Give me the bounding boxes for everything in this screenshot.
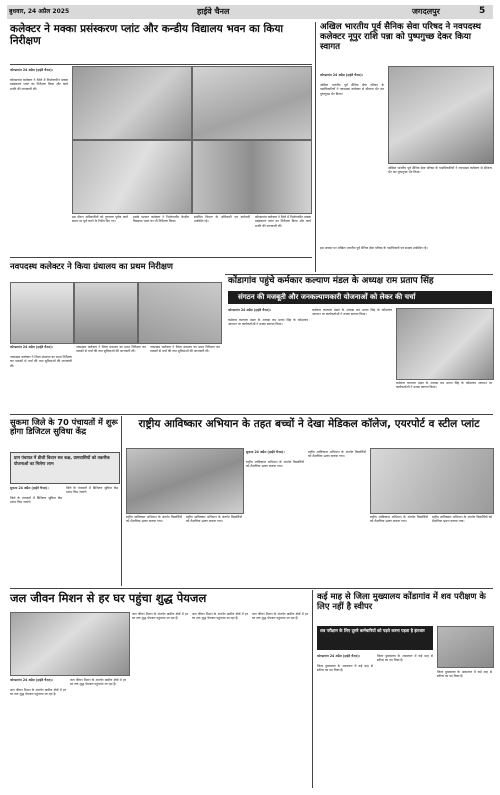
library-photo-1 xyxy=(10,282,74,344)
kondagaon-subhead: संगठन की मजबूती और जनकल्याणकारी योजनाओं को लेकर की चर्चा xyxy=(238,293,416,301)
water-body-2: जल जीवन मिशन के अंतर्गत ग्रामीण क्षेत्रों में हर घर तक शुद्ध पेयजल पहुंचाया जा रहा है। xyxy=(70,678,126,687)
masthead xyxy=(7,5,493,19)
medical-body-3: राष्ट्रीय आविष्कार अभियान के अंतर्गत विद्यार्थियों को शैक्षणिक भ्रमण कराया गया। xyxy=(370,515,428,524)
city-name: जगदलपुर xyxy=(412,7,440,16)
medical-dateline: सुकमा 24 अप्रैल (हाईवे चैनल)। xyxy=(246,450,285,454)
sweeper-body: जिला मुख्यालय के अस्पताल में कई माह से स्वीपर का पद रिक्त है। xyxy=(317,664,373,673)
water-headline: जल जीवन मिशन से हर घर पहुंचा शुद्ध पेयजल xyxy=(10,591,207,605)
medical-body: राष्ट्रीय आविष्कार अभियान के अंतर्गत विद्यार्थियों को शैक्षणिक भ्रमण कराया गया। xyxy=(246,460,304,469)
sweeper-photo xyxy=(437,626,494,668)
collector-photo-2 xyxy=(192,66,312,140)
medical-body-b: राष्ट्रीय आविष्कार अभियान के अंतर्गत विद्यार्थियों को शैक्षणिक भ्रमण कराया गया। xyxy=(186,515,242,524)
sweeper-headline: कई माह से जिला मुख्यालय कोंडागांव में शव परीक्षण के लिए नहीं है स्वीपर xyxy=(317,591,486,611)
library-body-2: नवपदस्थ कलेक्टर ने जिला ग्रंथालय का प्रथम निरीक्षण कर पाठकों से चर्चा की तथा सुविधाओं की जानकारी ली। xyxy=(76,345,146,354)
water-photo xyxy=(10,612,130,676)
water-dateline: कोण्डागांव 24 अप्रैल (हाईवे चैनल)। xyxy=(10,678,53,682)
sukma-box-text: ग्राम पंचायत में डीजी विधान सत्र कक्ष, ग्रामवासियों को तकनीक योजनाओं का मिलेगा लाभ xyxy=(14,455,110,466)
library-dateline: कोण्डागांव 24 अप्रैल (हाईवे चैनल)। xyxy=(10,345,53,349)
collector-visit-dateline: कोण्डागांव 24 अप्रैल (हाईवे चैनल)। xyxy=(10,68,53,72)
divider xyxy=(10,414,493,415)
sweeper-body-2: जिला मुख्यालय के अस्पताल में कई माह से स्वीपर का पद रिक्त है। xyxy=(377,654,433,663)
medical-photo xyxy=(126,448,244,514)
kondagaon-subhead-bar xyxy=(228,291,492,304)
medical-body-4: राष्ट्रीय आविष्कार अभियान के अंतर्गत विद्यार्थियों को शैक्षणिक भ्रमण कराया गया। xyxy=(432,515,492,524)
library-photo-3 xyxy=(138,282,222,344)
collector-photo-1 xyxy=(72,66,192,140)
library-photo-2 xyxy=(74,282,138,344)
kondagaon-headline: कोंडागांव पहुंचे कर्मकार कल्याण मंडल के अध्यक्ष राम प्रताप सिंह xyxy=(228,276,434,286)
column-divider xyxy=(121,416,122,586)
collector-visit-headline: कलेक्टर ने मक्का प्रसंस्करण प्लांट और कन्डीय विद्यालय भवन का किया निरीक्षण xyxy=(10,23,284,48)
sweeper-box-text: शव परीक्षण के लिए दूसरे कर्मचारियों को पड़ते करना पड़ता है इंतजार xyxy=(320,628,425,633)
sukma-body-2: जिले के पंचायतों में डिजिटल सुविधा केंद्र प्रारंभ किए जाएंगे। xyxy=(66,486,118,495)
page-name: हाईवे चैनल xyxy=(197,7,230,16)
kondagaon-photo xyxy=(396,308,494,380)
kondagaon-body-2: कर्मकार कल्याण मंडल के अध्यक्ष राम प्रताप सिंह के कोंडागांव आगमन पर कार्यकर्ताओं ने उनका स्वागत किया। xyxy=(312,308,392,317)
issue-date: बुधवार, 24 अप्रैल 2025 xyxy=(9,8,70,15)
collector-visit-col4: संबंधित विभाग के अधिकारी एवं कर्मचारी उपस्थित रहे। xyxy=(194,215,250,224)
ex-servicemen-photo xyxy=(388,66,494,164)
collector-visit-col1: कोण्डागांव कलेक्टर ने जिले में निर्माणाधीन मक्का प्रसंस्करण प्लांट का निरीक्षण किया और कार्य प्रगति की जानकारी ली। xyxy=(10,78,68,91)
water-body-5: जल जीवन मिशन के अंतर्गत ग्रामीण क्षेत्रों में हर घर तक शुद्ध पेयजल पहुंचाया जा रहा है। xyxy=(252,612,308,621)
ex-servicemen-dateline: कोण्डागांव 24 अप्रैल (हाईवे चैनल)। xyxy=(320,73,363,77)
sweeper-box xyxy=(317,626,433,650)
sweeper-body-3: जिला मुख्यालय के अस्पताल में कई माह से स्वीपर का पद रिक्त है। xyxy=(437,670,492,679)
sukma-box xyxy=(10,452,120,484)
medical-body-a: राष्ट्रीय आविष्कार अभियान के अंतर्गत विद्यार्थियों को शैक्षणिक भ्रमण कराया गया। xyxy=(126,515,182,524)
divider xyxy=(225,274,493,275)
water-body: जल जीवन मिशन के अंतर्गत ग्रामीण क्षेत्रों में हर घर तक शुद्ध पेयजल पहुंचाया जा रहा है। xyxy=(10,688,66,697)
collector-photo-4 xyxy=(192,140,312,214)
kondagaon-body-3: कर्मकार कल्याण मंडल के अध्यक्ष राम प्रताप सिंह के कोंडागांव आगमन पर कार्यकर्ताओं ने उनका स्वागत किया। xyxy=(396,381,492,390)
sukma-headline: सुकमा जिले के 70 पंचायतों में शुरू होगा डिजिटल सुविधा केंद्र xyxy=(10,417,118,437)
library-body-3: नवपदस्थ कलेक्टर ने जिला ग्रंथालय का प्रथम निरीक्षण कर पाठकों से चर्चा की तथा सुविधाओं की जानकारी ली। xyxy=(150,345,220,354)
library-headline: नवपदस्थ कलेक्टर ने किया ग्रंथालय का प्रथम निरीक्षण xyxy=(10,261,173,271)
medical-body-2: राष्ट्रीय आविष्कार अभियान के अंतर्गत विद्यार्थियों को शैक्षणिक भ्रमण कराया गया। xyxy=(308,450,366,459)
divider xyxy=(10,257,312,258)
water-body-3: जल जीवन मिशन के अंतर्गत ग्रामीण क्षेत्रों में हर घर तक शुद्ध पेयजल पहुंचाया जा रहा है। xyxy=(132,612,188,621)
ex-servicemen-headline: अखिल भारतीय पूर्व सैनिक सेवा परिषद ने नवपदस्थ कलेक्टर नूपुर राशि पन्ना को पुष्पगुच्छ देकर किया स्वागत xyxy=(320,22,481,52)
sukma-dateline: सुकमा 24 अप्रैल (हाईवे चैनल)। xyxy=(10,486,49,490)
divider xyxy=(10,588,493,589)
ex-servicemen-body-2: अखिल भारतीय पूर्व सैनिक सेवा परिषद के पदाधिकारियों ने नवपदस्थ कलेक्टर से सौजन्य भेंट कर पुष्पगुच्छ भेंट किया। xyxy=(388,166,492,175)
sweeper-dateline: कोण्डागांव 24 अप्रैल (हाईवे चैनल)। xyxy=(317,654,360,658)
medical-headline: राष्ट्रीय आविष्कार अभियान के तहत बच्चों ने देखा मेडिकल कॉलेज, एयरपोर्ट व स्टील प्लांट xyxy=(138,418,480,430)
collector-visit-col5: कोण्डागांव कलेक्टर ने जिले में निर्माणाधीन मक्का प्रसंस्करण प्लांट का निरीक्षण किया और कार्य प्रगति की जानकारी ली। xyxy=(255,215,311,228)
ex-servicemen-caption: इस अवसर पर अखिल भारतीय पूर्व सैनिक सेवा परिषद के पदाधिकारी एवं सदस्य उपस्थित रहे। xyxy=(320,246,428,250)
column-divider xyxy=(315,22,316,272)
kondagaon-dateline: कोण्डागांव 24 अप्रैल (हाईवे चैनल)। xyxy=(228,308,271,312)
page-number: 5 xyxy=(479,6,486,16)
divider xyxy=(10,64,312,65)
library-body: नवपदस्थ कलेक्टर ने जिला ग्रंथालय का प्रथम निरीक्षण कर पाठकों से चर्चा की तथा सुविधाओं की जानकारी ली। xyxy=(10,355,72,368)
collector-visit-col3: इसके पश्चात कलेक्टर ने निर्माणाधीन केन्द्रीय विद्यालय भवन का भी निरीक्षण किया। xyxy=(133,215,189,224)
collector-visit-col2: इस दौरान अधिकारियों को गुणवत्ता पूर्वक कार्य समय पर पूर्ण करने के निर्देश दिए गए। xyxy=(72,215,128,224)
medical-photo-2 xyxy=(370,448,494,514)
kondagaon-body: कर्मकार कल्याण मंडल के अध्यक्ष राम प्रताप सिंह के कोंडागांव आगमन पर कार्यकर्ताओं ने उनका स्वागत किया। xyxy=(228,318,308,327)
collector-photo-3 xyxy=(72,140,192,214)
ex-servicemen-body: अखिल भारतीय पूर्व सैनिक सेवा परिषद के पदाधिकारियों ने नवपदस्थ कलेक्टर से सौजन्य भेंट कर पुष्पगुच्छ भेंट किया। xyxy=(320,83,384,96)
column-divider xyxy=(312,590,313,788)
sukma-body: जिले के पंचायतों में डिजिटल सुविधा केंद्र प्रारंभ किए जाएंगे। xyxy=(10,496,62,505)
water-body-4: जल जीवन मिशन के अंतर्गत ग्रामीण क्षेत्रों में हर घर तक शुद्ध पेयजल पहुंचाया जा रहा है। xyxy=(192,612,248,621)
